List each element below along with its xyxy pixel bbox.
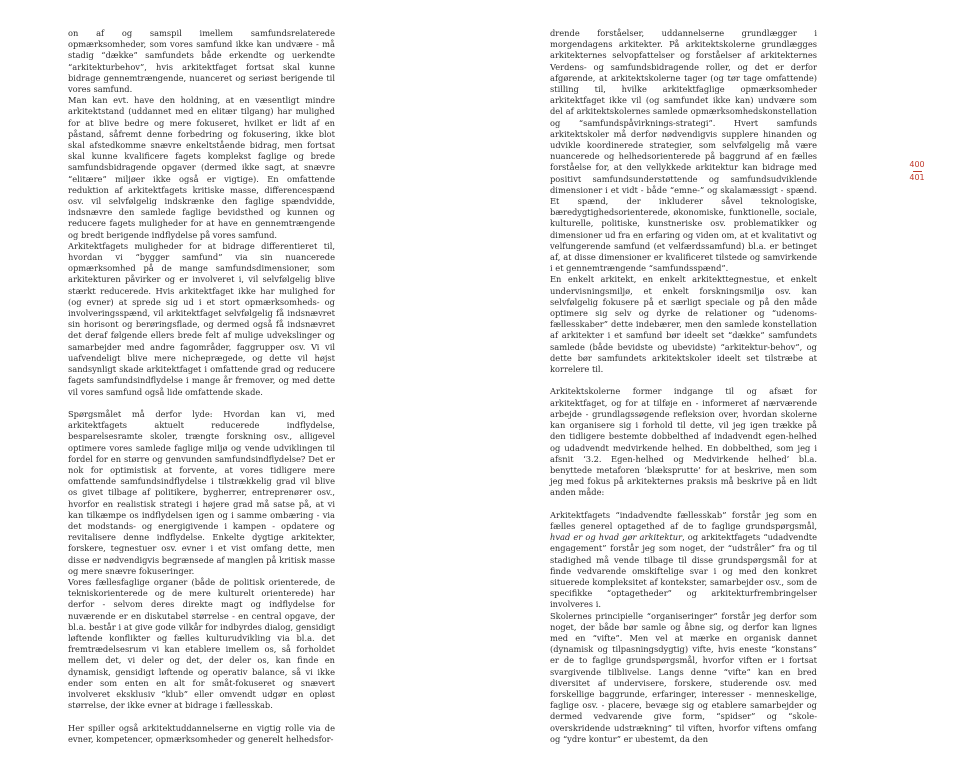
right-paragraph-4	[550, 510, 817, 611]
right-paragraph-2: En enkelt arkitekt, en enkelt arkitekttegnestue, et enkelt undervisningsmiljø, et enkelt forskningsmiljø osv. kan selvfølgelig fokusere på et særligt speciale og på den måde optimere sig selv og dyrke de relationer og “udenoms-fællesskaber” dette indebærer, men den samlede konstellation af arkitekter i et samfund bør ideelt set “dække” samfundets samlede (både bevidste og ubevidste) “arkitektur-behov”, og dette bør samfundets arkitektskoler ideelt set tilstræbe at korrelere til.	[550, 274, 817, 375]
right-text-column	[550, 28, 817, 745]
right-paragraph-3: Arkitektskolerne former indgange til og afsæt for arkitektfaget, og for at tilføje en - informeret af nærværende arbejde - grundlagssøgende refleksion over, hvordan skolerne kan organisere sig i forhold til dette, vil jeg igen trække på den tidligere bestemte dobbelthed af indadvendt egen-helhed og udadvendt medvirkende helhed. En dobbelthed, som jeg i afsnit ‘3.2. Egen-helhed og Medvirkende helhed’ bl.a. benyttede metaforen ‘blæksprutte’ for at beskrive, men som jeg med fokus på arkitekternes praksis må beskrive på en lidt anden måde:	[550, 386, 817, 498]
italic-phrase: hvad er og hvad gør arkitektur	[550, 532, 683, 543]
paragraph-gap	[550, 499, 817, 510]
page-number-divider	[913, 171, 922, 172]
right-paragraph-4-end: , og arkitektfagets “udadvendte engagement” forstår jeg som noget, der “udstråler” fra og til stadighed må vende tilbage til disse grundspørgsmål for at finde vedvarende omskiftelige svar i og med den konkret situerede kompleksitet af kontekster, samarbejder osv., som de specifikke “optagetheder” og arkitekturfrembringelser involveres i.	[550, 532, 817, 610]
right-page	[480, 0, 960, 761]
page-number-right: 401	[909, 173, 925, 182]
paragraph-gap	[68, 711, 335, 722]
page-number-left: 400	[909, 160, 925, 169]
page-numbers	[905, 160, 929, 183]
left-paragraph-6: Her spiller også arkitektuddannelserne en vigtig rolle via de evner, kompetencer, opmærksomheder og generelt helhedsfor-	[68, 722, 335, 744]
left-paragraph-1: on af og samspil imellem samfundsrelaterede opmærksomheder, som vores samfund ikke kan undvære - må stadig “dække” samfundets både erkendte og uerkendte “arkitekturbehov”, hvis arkitektfaget fortsat skal kunne bidrage gennemtrængende, nuanceret og seriøst berigende til vores samfund.	[68, 28, 335, 95]
left-text-column	[68, 28, 335, 745]
right-paragraph-4-start: Arkitektfagets “indadvendte fællesskab” forstår jeg som en fælles generel optagethed af de to faglige grundspørgsmål,	[550, 509, 817, 531]
left-paragraph-4: Spørgsmålet må derfor lyde: Hvordan kan vi, med arkitektfagets aktuelt reducerede indflydelse, besparelsesramte skoler, trængte forskning osv., alligevel optimere vores samlede faglige miljø og vende udviklingen til fordel for en større og genvunden samfundsindflydelse? Det er nok for optimistisk at forvente, at vores tidligere mere omfattende samfundsindflydelse i tilstrækkelig grad vil blive os givet tilbage af politikere, bygherrer, entreprenører osv., hvorfor en realistisk strategi i højere grad må satse på, at vi kan tilkæmpe os indflydelsen igen og i samme ombæring - via det modstands- og energigivende i kampen - opdatere og revitalisere denne indflydelse. Enkelte dygtige arkitekter, forskere, tegnestuer osv. evner i et vist omfang dette, men disse er nødvendigvis begrænsede af manglen på kritisk masse og mere snævre fokuseringer.	[68, 408, 335, 576]
paragraph-gap	[68, 398, 335, 409]
left-paragraph-3: Arkitektfagets muligheder for at bidrage differentieret til, hvordan vi “bygger samfund” via sin nuancerede opmærksomhed på de mange samfundsdimensioner, som arkitekturen påvirker og er involveret i, vil selvfølgelig blive stærkt reducerede. Hvis arkitektfaget ikke har mulighed for (og evner) at sprede sig ud i et stort opmærksomheds- og involveringsspænd, vil arkitektfaget selvfølgelig få indsnævret sin horisont og berøringsflade, og dermed også få indsnævret det deraf følgende ellers brede felt af mulige udvekslinger og samarbejder med andre fagområder, faggrupper osv. Vi vil uafvendeligt blive mere nicheprægede, og dette vil højst sandsynligt skade arkitektfaget i omfattende grad og reducere fagets samfundsindflydelse i mange år fremover, og med dette vil vores samfund også lide omfattende skade.	[68, 240, 335, 397]
left-paragraph-5: Vores fællesfaglige organer (både de politisk orienterede, de tekniskorienterede og de mere kulturelt orienterede) har derfor - selvom deres direkte magt og indflydelse for nuværende er en diskutabel størrelse - en central opgave, der bl.a. består i at give gode vilkår for indbyrdes dialog, gensidigt løftende konflikter og fælles kulturudvikling via bl.a. det fremtrædelsesrum vi kan etablere imellem os, så forholdet mellem det, vi deler og det, der deler os, kan finde en dynamisk, gensidigt løftende og operativ balance, så vi ikke ender som enten en alt for småt-fokuseret og snævert involveret eksklusiv “klub” eller omvendt udgør en opløst størrelse, der ikke evner at bidrage i fællesskab.	[68, 576, 335, 711]
right-paragraph-5: Skolernes principielle “organiseringer” forstår jeg derfor som noget, der både bør samle og åbne sig, og derfor kan lignes med en “vifte”. Men vel at mærke en organisk dannet (dynamisk og tilpasningsdygtig) vifte, hvis eneste “konstans” er de to faglige grundspørgsmål, hvorfor viften er i fortsat svargivende tilblivelse. Langs denne “vifte” kan en bred diversitet af undervisere, forskere, studerende osv. med forskellige baggrunde, erfaringer, interesser - menneskelige, faglige osv. - placere, bevæge sig og etablere samarbejder og dermed vedvarende give form, “spidser” og “skole-overskridende udstrækning” til viften, hvorfor viftens omfang og “ydre kontur” er ubestemt, da den	[550, 610, 817, 744]
left-paragraph-2: Man kan evt. have den holdning, at en væsentligt mindre arkitektstand (uddannet med en elitær tilgang) har mulighed for at blive bedre og mere fokuseret, hvilket er lidt af en påstand, såfremt denne forbedring og fokusering, ikke blot skal afstedkomme snævre enkeltstående bidrag, men fortsat skal kunne kvalificere fagets komplekst faglige og brede samfundsbidragende opgaver (dermed ikke sagt, at snævre “elitære” miljøer ikke også er vigtige). En omfattende reduktion af arkitektfagets kritiske masse, differencespænd osv. vil selvfølgelig indskrænke den faglige spændvidde, indsnævre den samlede faglige bevidsthed og kunnen og reducere fagets muligheder for at have en gennemtrængende og bredt berigende indflydelse på vores samfund.	[68, 95, 335, 240]
right-paragraph-1: drende forståelser, uddannelserne grundlægger i morgendagens arkitekter. På arkitektskolerne grundlægges arkitekternes selvopfattelser og forståelser af arkitekternes Verdens- og samfundsbidragende roller, og det er derfor afgørende, at arkitektskolerne tager (og tør tage omfattende) stilling til, hvilke arkitektfaglige opmærksomheder arkitektfaget ikke vil (og samfundet ikke kan) undvære som del af arkitektskolernes samlede opmærksomhedskonstellation og “samfundspåvirknings-strategi”. Hvert samfunds arkitektskoler må derfor nødvendigvis supplere hinanden og udvikle koordinerede strategier, som selvfølgelig må være nuancerede og helhedsorienterede på baggrund af en fælles forståelse for, at den vellykkede arkitektur kan bidrage med positivt samfundsunderstøttende og samfundsudviklende dimensioner i et vidt - både “emne-” og skalamæssigt - spænd. Et spænd, der inkluderer såvel teknologiske, bæredygtighedsorienterede, økonomiske, funktionelle, sociale, kulturelle, politiske, kunstneriske osv. problematikker og dimensioner ud fra en erfaring og viden om, at et kvalitativt og velfungerende samfund (et velfærdssamfund) bl.a. er betinget af, at disse dimensioner er kvalificeret tilstede og samvirkende i et gennemtrængende “samfundsspænd”.	[550, 28, 817, 274]
paragraph-gap	[550, 375, 817, 386]
